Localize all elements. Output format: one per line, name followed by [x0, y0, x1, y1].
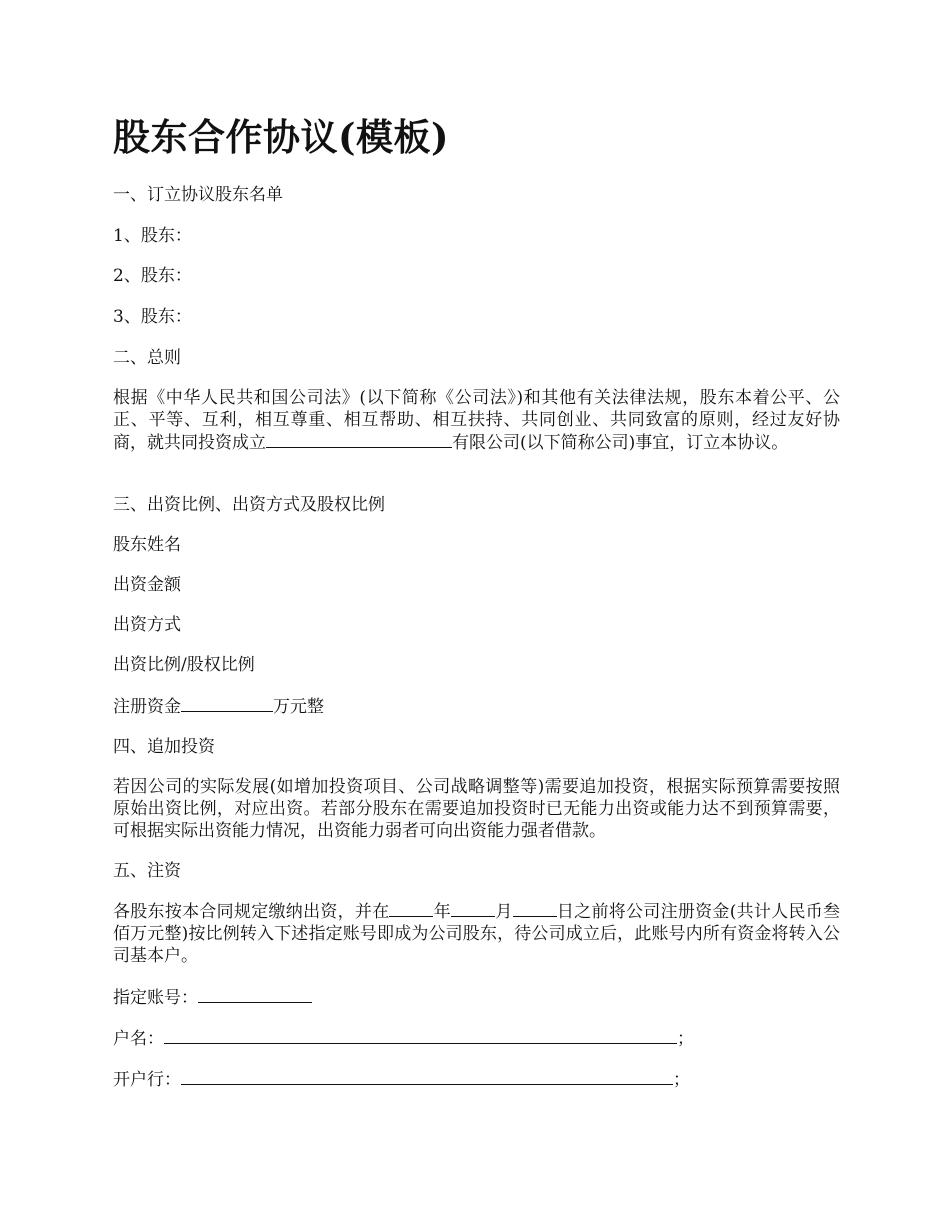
year-blank — [389, 900, 433, 917]
general-principles-text-end: 有限公司(以下简称公司)事宜，订立本协议。 — [452, 433, 789, 453]
capital-injection-paragraph — [113, 900, 840, 967]
account-number-label: 指定账号： — [113, 988, 198, 1008]
section-1-heading: 一、订立协议股东名单 — [113, 185, 283, 205]
account-number-line — [113, 986, 840, 1009]
field-investment-method: 出资方式 — [113, 615, 181, 635]
capital-injection-text-end: 日之前将公司注册资金(共计人民币叁佰万元整)按比例转入下述指定账号即成为公司股东，待公司成立后，此账号内所有资金将转入公司基本户。 — [113, 902, 841, 966]
section-2-heading: 二、总则 — [113, 348, 181, 368]
general-principles-text: 根据《中华人民共和国公司法》(以下简称《公司法》)和其他有关法律法规，股东本着公平、公正、平等、互利，相互尊重、相互帮助、相互扶持、共同创业、共同致富的原则，经过友好协商，就共同投资成立 — [113, 388, 840, 453]
bank-label: 开户行： — [113, 1070, 181, 1090]
field-shareholder-name: 股东姓名 — [113, 535, 181, 555]
company-name-blank — [266, 431, 452, 448]
account-name-label: 户名： — [113, 1029, 164, 1049]
registered-capital-unit: 万元整 — [273, 697, 324, 717]
registered-capital-line — [113, 695, 840, 718]
account-name-line-end: ； — [677, 1029, 694, 1049]
section-3-heading: 三、出资比例、出资方式及股权比例 — [113, 495, 385, 515]
field-equity-ratio: 出资比例/股权比例 — [113, 655, 255, 675]
account-name-blank — [164, 1027, 677, 1044]
registered-capital-blank — [181, 695, 273, 712]
section-5-heading: 五、注资 — [113, 861, 181, 881]
document-title: 股东合作协议(模板) — [113, 115, 450, 159]
month-blank — [451, 900, 495, 917]
bank-line — [113, 1068, 840, 1091]
shareholder-3-line: 3、股东： — [113, 307, 192, 327]
shareholder-2-line: 2、股东： — [113, 266, 192, 286]
year-label: 年 — [433, 902, 452, 922]
field-investment-amount: 出资金额 — [113, 575, 181, 595]
month-label: 月 — [495, 902, 513, 922]
additional-investment-paragraph: 若因公司的实际发展(如增加投资项目、公司战略调整等)需要追加投资，根据实际预算需要按照原始出资比例，对应出资。若部分股东在需要追加投资时已无能力出资或能力达不到预算需要，可根据实际出资能力情况，出资能力弱者可向出资能力强者借款。 — [113, 777, 840, 841]
bank-line-end: ； — [673, 1070, 690, 1090]
capital-injection-text: 各股东按本合同规定缴纳出资，并在 — [113, 902, 390, 922]
day-blank — [513, 900, 557, 917]
bank-blank — [181, 1068, 673, 1085]
shareholder-1-line: 1、股东： — [113, 226, 192, 246]
registered-capital-label: 注册资金 — [113, 697, 181, 717]
account-number-blank — [198, 986, 312, 1003]
general-principles-paragraph — [113, 387, 840, 454]
account-name-line — [113, 1027, 840, 1050]
section-4-heading: 四、追加投资 — [113, 737, 215, 757]
